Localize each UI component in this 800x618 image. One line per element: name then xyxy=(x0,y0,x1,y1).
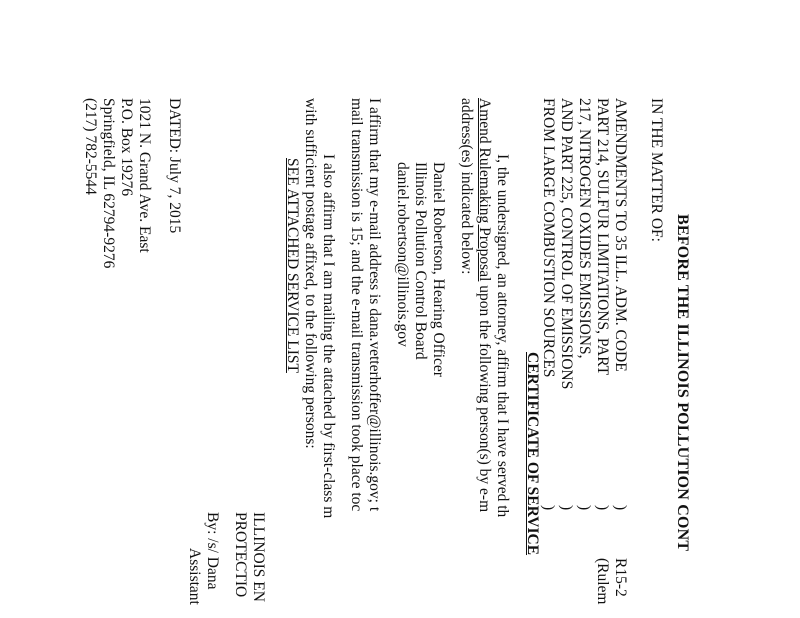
caption-line-2: PART 214, SULFUR LIMITATIONS, PART xyxy=(594,98,611,376)
caption-line-3: 217, NITROGEN OXIDES EMISSIONS, xyxy=(576,98,593,359)
signature-org-line-2: PROTECTIO xyxy=(232,512,249,598)
caption-line-4: AND PART 225, CONTROL OF EMISSIONS xyxy=(558,98,575,390)
recipient-name: Daniel Robertson, Hearing Officer xyxy=(430,162,447,377)
service-list-link[interactable]: SEE ATTACHED SERVICE LIST xyxy=(284,158,301,373)
dated-line: DATED: July 7, 2015 xyxy=(166,98,183,234)
recipient-email: daniel.robertson@illinois.gov xyxy=(394,162,411,347)
recipient-organization: Illinois Pollution Control Board xyxy=(412,162,429,360)
address-line-4: (217) 782-5544 xyxy=(82,98,99,195)
certificate-heading: CERTIFICATE OF SERVICE xyxy=(524,352,541,556)
paragraph-2-line-2: mail transmission is 15; and the e-mail transmission took place toc xyxy=(348,98,365,512)
caption-line-1: AMENDMENTS TO 35 ILL. ADM. CODE xyxy=(612,98,629,372)
signature-title: Assistant xyxy=(186,548,203,605)
paragraph-1-line-2 xyxy=(477,98,493,512)
caption-paren-4: ) xyxy=(558,505,575,511)
board-title: BEFORE THE ILLINOIS POLLUTION CONT xyxy=(674,214,691,552)
caption-paren-2: ) xyxy=(594,505,611,511)
case-number: R15-2 xyxy=(612,558,629,597)
paragraph-3-line-2: with sufficient postage affixed, to the following persons: xyxy=(302,98,319,449)
signature-by-line: By: /s/ Dana xyxy=(204,512,221,590)
address-line-2: P.O. Box 19276 xyxy=(118,98,135,197)
paragraph-3-line-1: I also affirm that I am mailing the attached by first-class m xyxy=(320,154,337,519)
address-line-1: 1021 N. Grand Ave. East xyxy=(136,98,153,253)
paragraph-2-line-1: I affirm that my e-mail address is dana.vetterhoffer@illinois.gov; t xyxy=(366,98,383,512)
paragraph-1-line-1: I, the undersigned, an attorney, affirm that I have served th xyxy=(494,154,511,518)
in-the-matter-of: IN THE MATTER OF: xyxy=(648,98,665,242)
case-type: (Rulem xyxy=(594,558,611,605)
address-line-3: Springfield, IL 62794-9276 xyxy=(100,98,117,269)
caption-paren-3: ) xyxy=(576,505,593,511)
caption-paren-5: ) xyxy=(540,505,557,511)
amend-rulemaking-proposal-link[interactable]: Amend Rulemaking Proposal xyxy=(476,98,493,282)
paragraph-1-line-2-rest: upon the following person(s) by e-m xyxy=(476,281,493,513)
paragraph-1-line-3: address(es) indicated below: xyxy=(458,98,475,275)
caption-line-5: FROM LARGE COMBUSTION SOURCES xyxy=(540,98,557,378)
caption-paren-1: ) xyxy=(612,505,629,511)
signature-org-line-1: ILLINOIS EN xyxy=(250,512,267,602)
